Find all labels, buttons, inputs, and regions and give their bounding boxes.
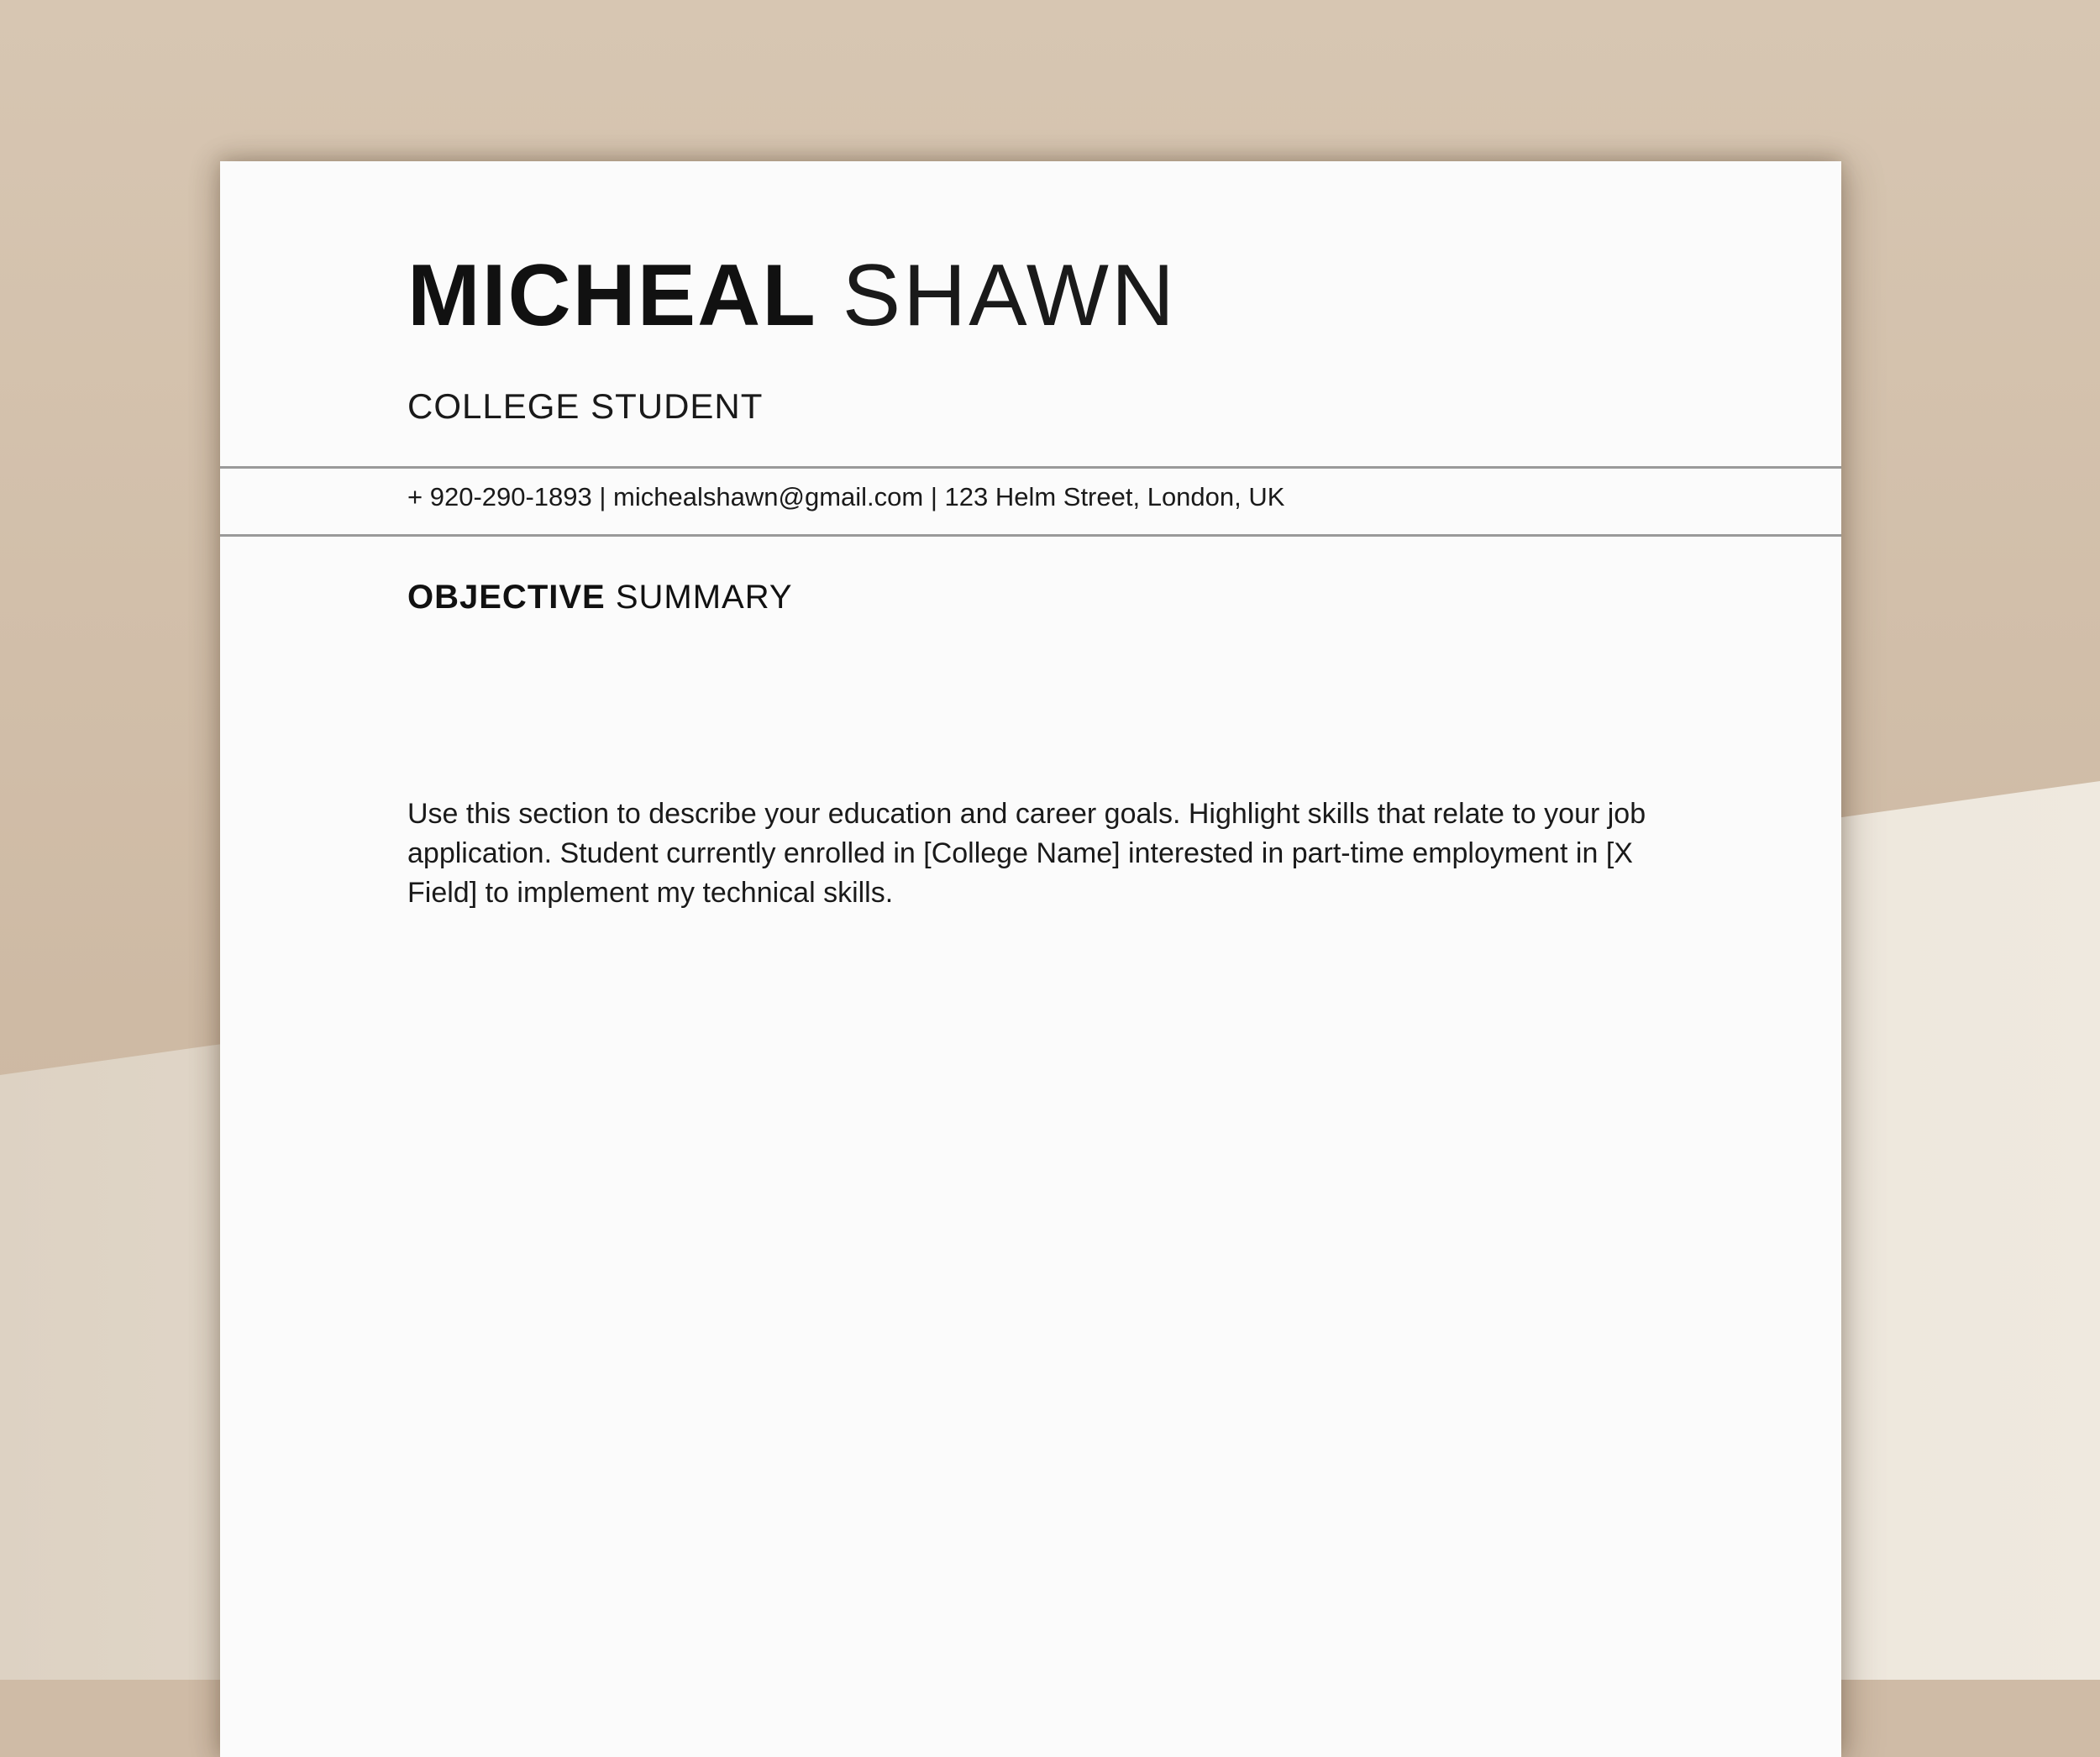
divider-bottom [220,534,1841,537]
resume-role: COLLEGE STUDENT [407,386,764,426]
name-first: MICHEAL [407,247,817,344]
divider-top [220,466,1841,469]
objective-title [407,579,793,616]
name-last: SHAWN [842,247,1177,344]
resume-name [407,247,1177,344]
contact-line: + 920-290-1893 | michealshawn@gmail.com | 123 Helm Street, London, UK [407,482,1285,511]
objective-text: Use this section to describe your education and career goals. Highlight skills that relate to your job application. Student currently enrolled in [College Name] interested in part-time employment in [X Field] to implement my technical skills. [407,798,1646,909]
objective-title-bold: OBJECTIVE [407,579,606,616]
objective-title-light: SUMMARY [605,579,793,616]
resume-page [220,161,1841,1757]
